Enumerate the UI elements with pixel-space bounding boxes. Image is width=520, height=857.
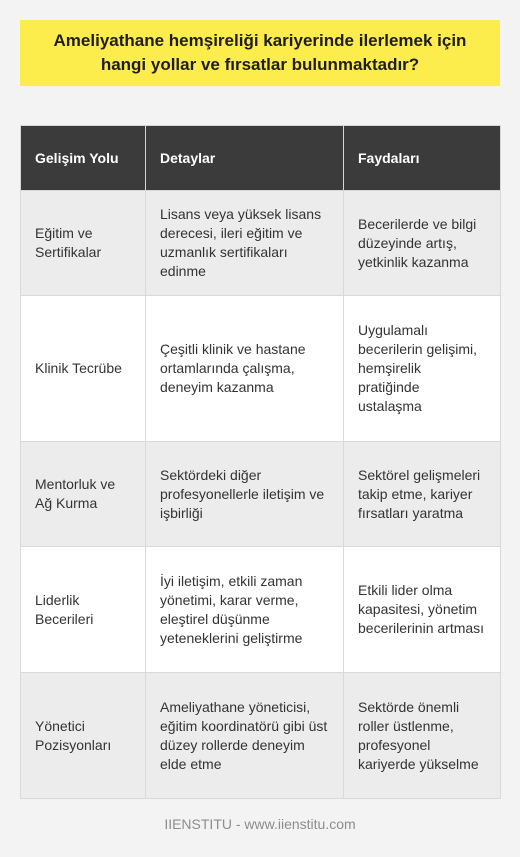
cell-benefits: Becerilerde ve bilgi düzeyinde artış, yetkinlik kazanma bbox=[344, 191, 501, 296]
footer-credit: IIENSTITU - www.iienstitu.com bbox=[164, 816, 356, 832]
table-header-row bbox=[21, 126, 501, 191]
cell-path: Klinik Tecrübe bbox=[21, 296, 146, 442]
cell-path: Mentorluk ve Ağ Kurma bbox=[21, 442, 146, 547]
career-paths-table bbox=[20, 125, 501, 799]
header-benefits: Faydaları bbox=[344, 126, 501, 191]
cell-details: Çeşitli klinik ve hastane ortamlarında çalışma, deneyim kazanma bbox=[146, 296, 344, 442]
cell-benefits: Etkili lider olma kapasitesi, yönetim becerilerinin artması bbox=[344, 547, 501, 673]
cell-details: Lisans veya yüksek lisans derecesi, ileri eğitim ve uzmanlık sertifikaları edinme bbox=[146, 191, 344, 296]
cell-benefits: Sektörel gelişmeleri takip etme, kariyer fırsatları yaratma bbox=[344, 442, 501, 547]
table-row bbox=[21, 191, 501, 296]
cell-benefits: Sektörde önemli roller üstlenme, profesyonel kariyerde yükselme bbox=[344, 673, 501, 799]
cell-benefits: Uygulamalı becerilerin gelişimi, hemşirelik pratiğinde ustalaşma bbox=[344, 296, 501, 442]
cell-path: Yönetici Pozisyonları bbox=[21, 673, 146, 799]
cell-details: İyi iletişim, etkili zaman yönetimi, karar verme, eleştirel düşünme yeteneklerini geliştirme bbox=[146, 547, 344, 673]
title-banner bbox=[20, 20, 500, 86]
cell-path: Liderlik Becerileri bbox=[21, 547, 146, 673]
table-row bbox=[21, 673, 501, 799]
table-row bbox=[21, 547, 501, 673]
cell-details: Sektördeki diğer profesyonellerle iletişim ve işbirliği bbox=[146, 442, 344, 547]
cell-details: Ameliyathane yöneticisi, eğitim koordinatörü gibi üst düzey rollerde deneyim elde etme bbox=[146, 673, 344, 799]
table-row bbox=[21, 296, 501, 442]
header-details: Detaylar bbox=[146, 126, 344, 191]
page-title: Ameliyathane hemşireliği kariyerinde ilerlemek için hangi yollar ve fırsatlar bulunmaktadır? bbox=[53, 31, 467, 74]
table-row bbox=[21, 442, 501, 547]
cell-path: Eğitim ve Sertifikalar bbox=[21, 191, 146, 296]
header-path: Gelişim Yolu bbox=[21, 126, 146, 191]
